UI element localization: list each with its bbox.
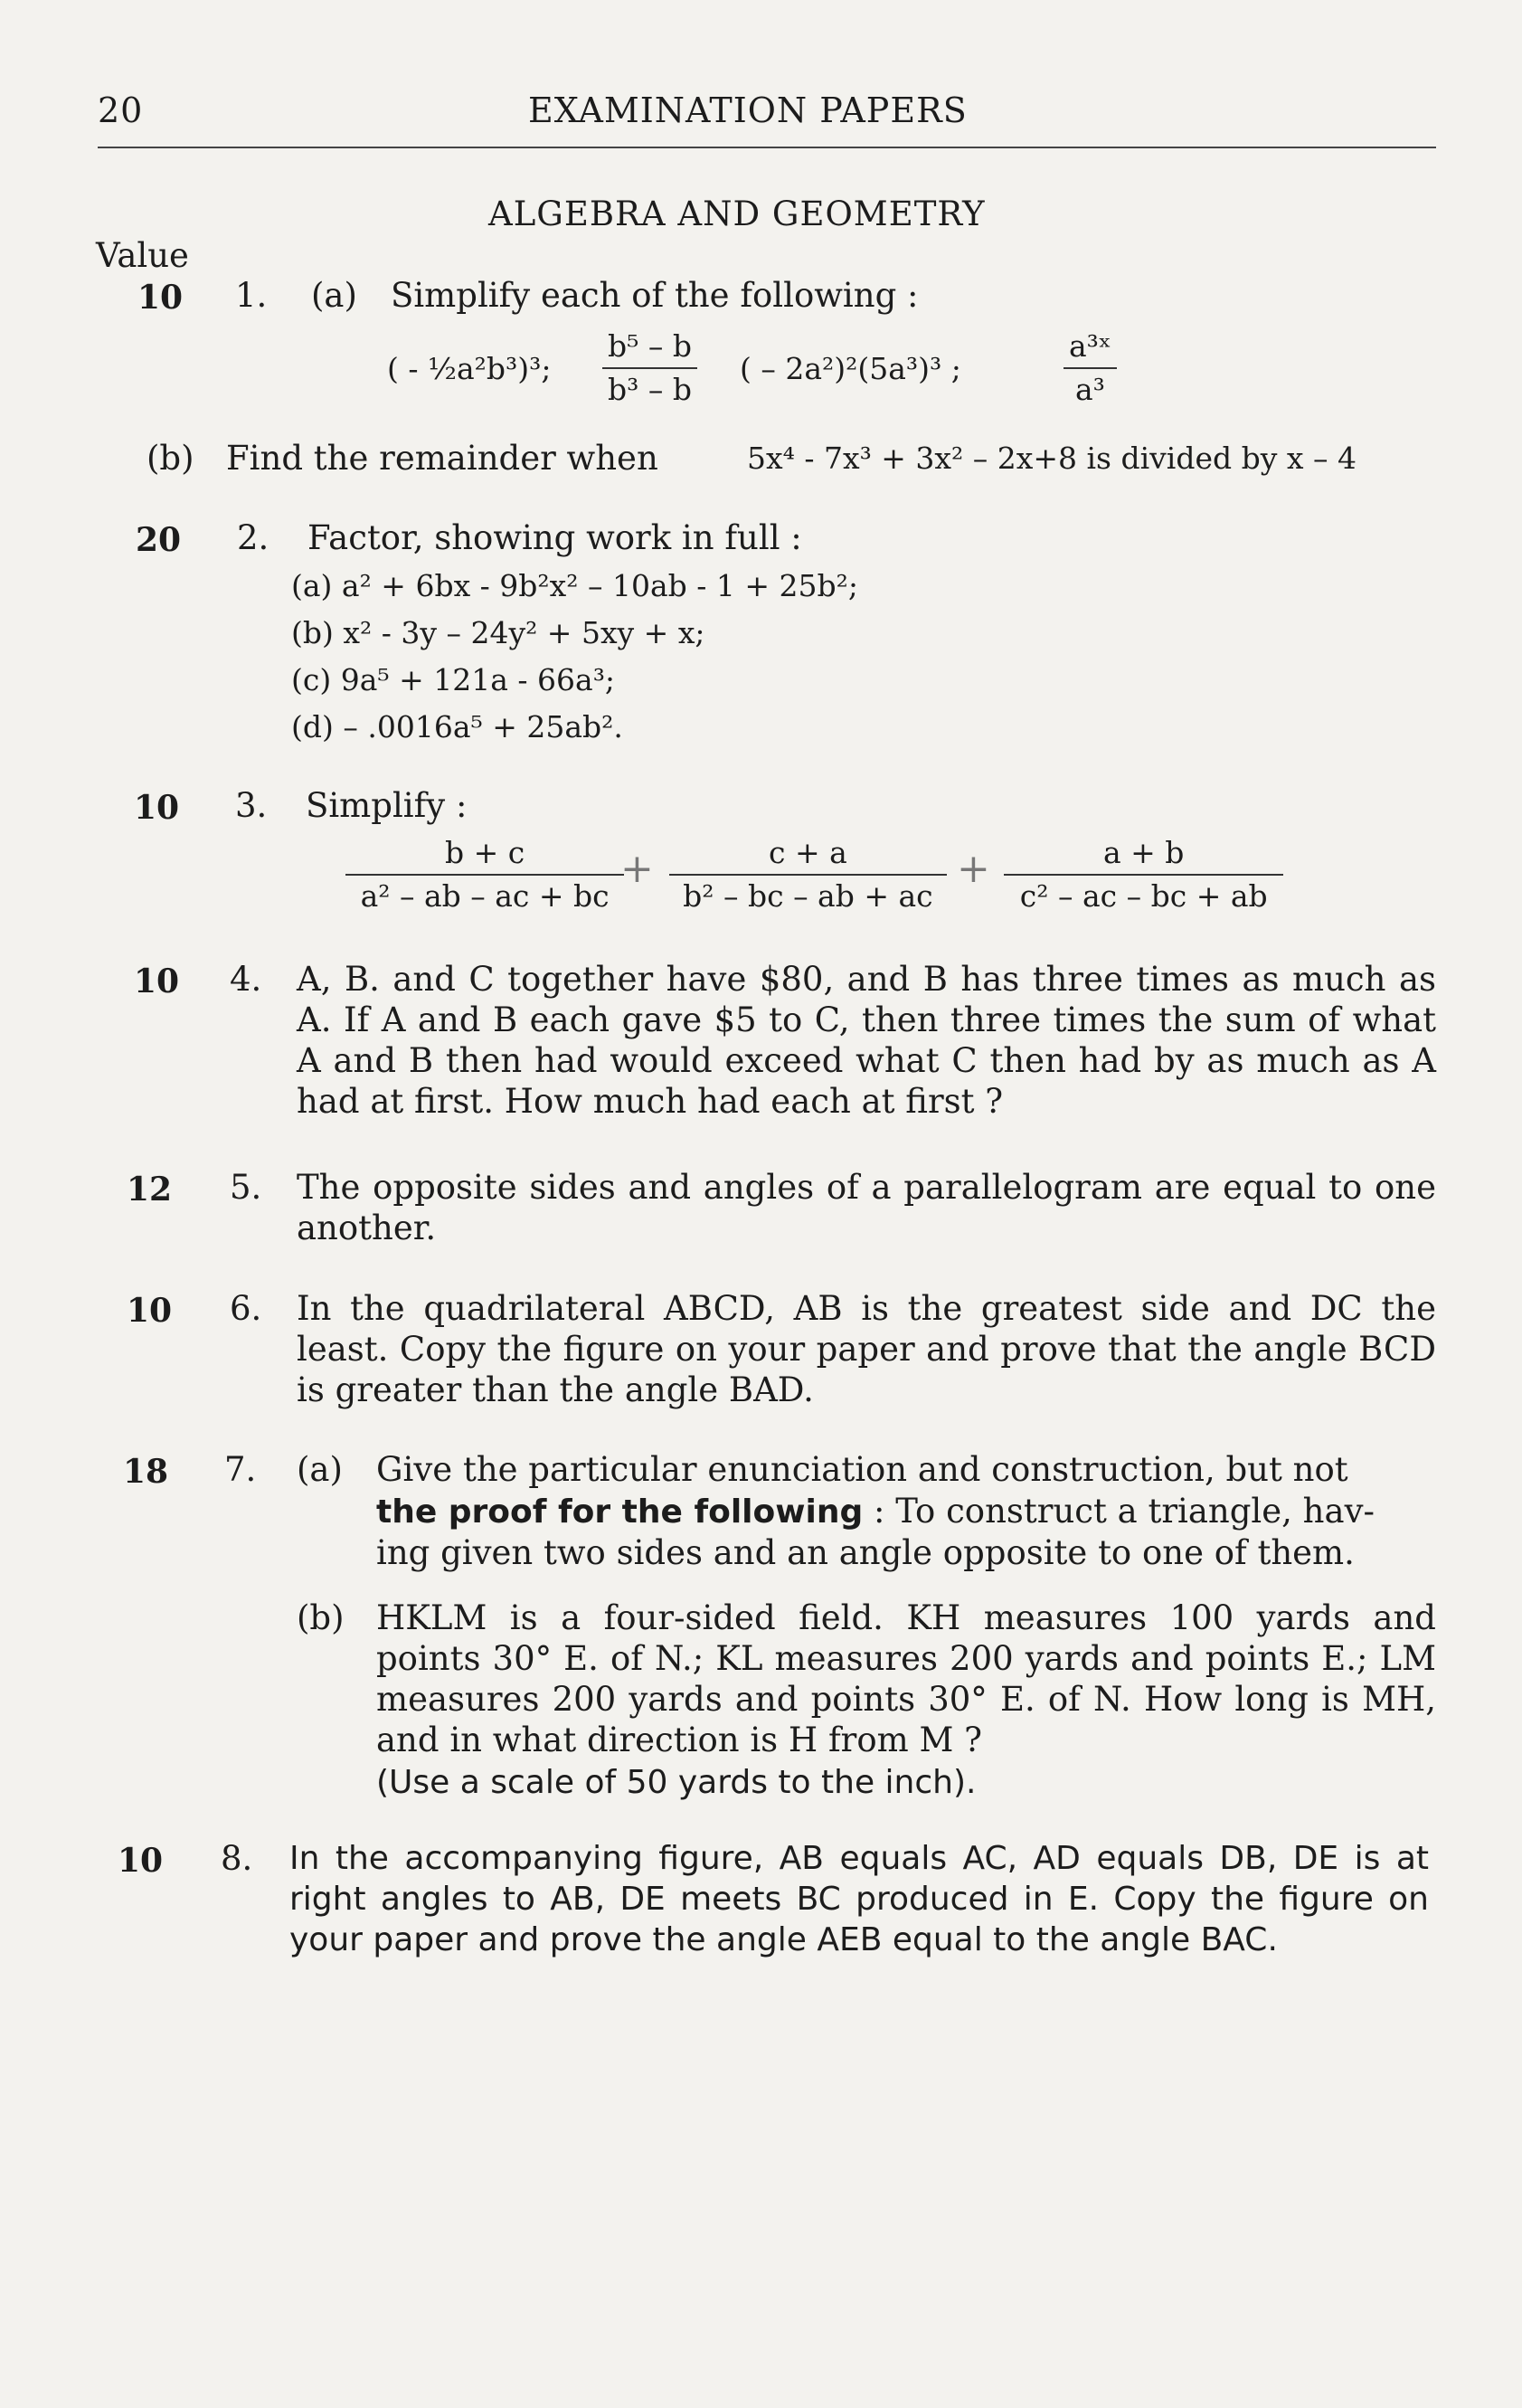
running-title: EXAMINATION PAPERS [528, 90, 968, 130]
q6-text: In the quadrilateral ABCD, AB is the greatest side and DC the least. Copy the figure on your paper and prove that the angle BCD is greater than the angle BAD. [297, 1289, 1436, 1409]
q3-f2-denominator: b² – bc – ab + ac [683, 878, 933, 914]
q7-number: 7. [224, 1450, 257, 1489]
q3-fraction-2 [669, 834, 947, 915]
q1-b-expression: 5x⁴ - 7x³ + 3x² – 2x+8 is divided by x – 4 [747, 441, 1357, 476]
section-title: ALGEBRA AND GEOMETRY [488, 194, 986, 233]
q2-part-c: (c) 9a⁵ + 121a - 66a³; [291, 662, 616, 697]
q1-expr4-denominator: a³ [1074, 372, 1105, 407]
q7-a-bold-text: the proof for the following [376, 1493, 864, 1531]
q7-a-line-2 [376, 1491, 1375, 1533]
q1-expr4-numerator: a³ˣ [1064, 327, 1117, 369]
q7-b-label: (b) [297, 1598, 345, 1637]
value-label: Value [96, 236, 189, 275]
q1-b-label: (b) [147, 439, 194, 478]
q1-number: 1. [235, 276, 268, 315]
q3-f1-numerator: b + c [345, 834, 624, 876]
q6-number: 6. [230, 1289, 262, 1328]
q5-number: 5. [230, 1168, 262, 1207]
q1-a-text: Simplify each of the following : [391, 276, 919, 315]
q1-b-text: Find the remainder when [226, 439, 658, 478]
q3-f1-denominator: a² – ab – ac + bc [360, 878, 610, 914]
q7-value: 18 [123, 1453, 169, 1491]
q5-value: 12 [127, 1171, 173, 1209]
q1-expr1: ( - ½a²b³)³; [387, 351, 552, 386]
q7-a-label: (a) [297, 1450, 343, 1489]
q8-text: In the accompanying figure, AB equals AC, AD equals DB, DE is at right angles to AB, DE meets BC produced in E. Copy the figure on your paper and prove the angle AEB equal to the angle BAC. [289, 1840, 1429, 1958]
q7-a-line-3: ing given two sides and an angle opposite to one of them. [376, 1533, 1355, 1572]
q4-value: 10 [134, 962, 180, 1000]
q7-b-text: HKLM is a four-sided field. KH measures 100 yards and points 30° E. of N.; KL measures 200 yards and points E.; LM measures 200 yards and points 30° E. of N. How long is MH, and in what direction is H from M ? [376, 1598, 1436, 1759]
q7-b-note: (Use a scale of 50 yards to the inch). [376, 1764, 977, 1801]
q3-fraction-3 [1004, 834, 1283, 915]
q3-fraction-1 [345, 834, 624, 915]
q2-part-a: (a) a² + 6bx - 9b²x² – 10ab - 1 + 25b²; [291, 568, 858, 603]
q6-value: 10 [127, 1292, 173, 1330]
q7-a-line-2-rest: : To construct a triangle, hav- [874, 1492, 1375, 1531]
q3-f3-numerator: a + b [1004, 834, 1283, 876]
q3-text: Simplify : [306, 786, 468, 825]
q3-f2-numerator: c + a [669, 834, 947, 876]
q3-plus-1: + [620, 846, 654, 892]
q2-value: 20 [136, 521, 182, 559]
q1-value: 10 [137, 279, 184, 317]
q1-expr2-fraction [602, 327, 697, 409]
q4-text: A, B. and C together have $80, and B has three times as much as A. If A and B each gave $5 to C, then three times the sum of what A and B then had would exceed what C then had by as much as A had at first. How much had each at first ? [297, 960, 1436, 1121]
q1-a-label: (a) [311, 276, 357, 315]
q8-value: 10 [118, 1842, 164, 1880]
q2-part-d: (d) – .0016a⁵ + 25ab². [291, 709, 623, 744]
q1-expr2-numerator: b⁵ – b [602, 327, 697, 369]
q4-number: 4. [230, 960, 262, 999]
q5-text: The opposite sides and angles of a parallelogram are equal to one another. [297, 1168, 1436, 1247]
q2-text: Factor, showing work in full : [307, 518, 802, 557]
q2-number: 2. [237, 518, 269, 557]
q3-f3-denominator: c² – ac – bc + ab [1019, 878, 1268, 914]
q3-value: 10 [134, 789, 180, 827]
q3-plus-2: + [957, 846, 990, 892]
q1-expr3: ( – 2a²)²(5a³)³ ; [740, 351, 961, 386]
q2-part-b: (b) x² - 3y – 24y² + 5xy + x; [291, 615, 705, 650]
q8-number: 8. [221, 1839, 253, 1878]
page-number: 20 [98, 90, 144, 130]
q1-expr4-fraction [1064, 327, 1117, 409]
q7-a-line-1: Give the particular enunciation and construction, but not [376, 1450, 1348, 1489]
q3-number: 3. [235, 786, 268, 825]
q1-expr2-denominator: b³ – b [608, 372, 692, 407]
header-rule [98, 147, 1436, 148]
